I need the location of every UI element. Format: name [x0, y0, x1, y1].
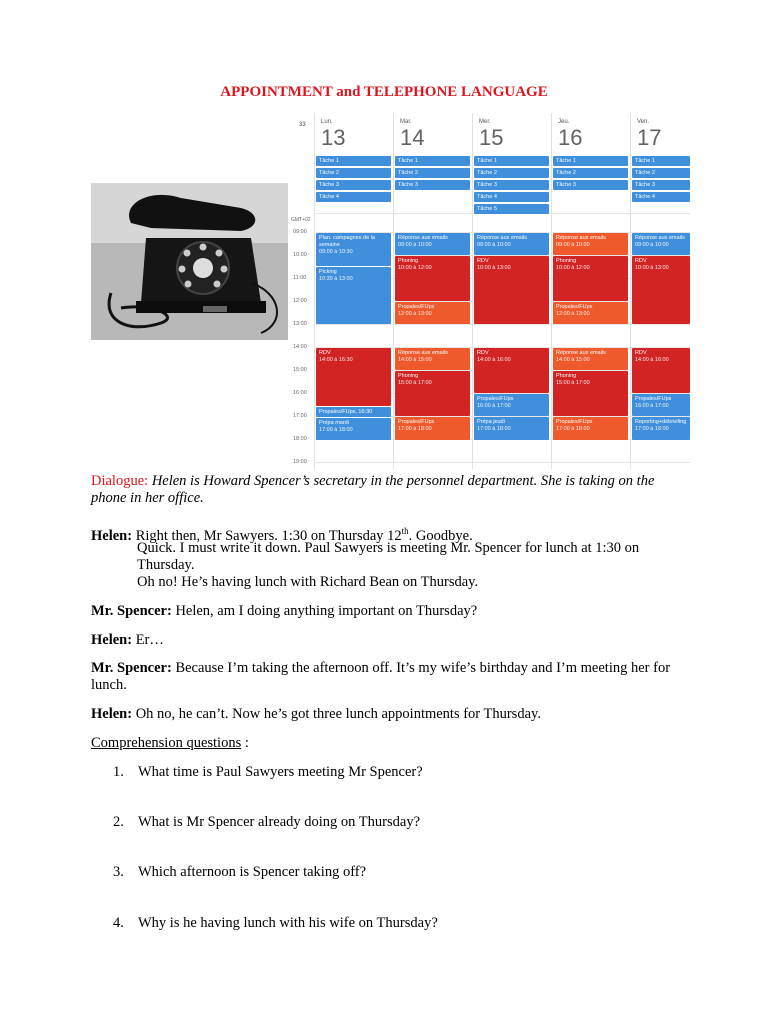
calendar-event: Propales/FUps 17:00 à 18:00 — [395, 417, 470, 440]
dialogue-line: Mr. Spencer: Because I’m taking the afternoon off. It’s my wife’s birthday and I’m meeting her for lunch. — [91, 660, 671, 693]
calendar-event: Phoning 10:00 à 12:00 — [395, 256, 470, 301]
calendar-event: Phoning 15:00 à 17:00 — [553, 371, 628, 416]
calendar-event: Réponse aux emails 14:00 à 15:00 — [553, 348, 628, 370]
dialogue-line: Oh no! He’s having lunch with Richard Bean on Thursday. — [137, 574, 479, 590]
dialogue-line: Helen: Right then, Mr Sawyers. 1:30 on Thursday 12th. Goodbye. — [91, 526, 473, 544]
calendar-event: Propales/FUps 12:00 à 13:00 — [395, 302, 470, 324]
task-chip: Tâche 1 — [316, 156, 391, 166]
task-chip: Tâche 3 — [395, 180, 470, 190]
task-chip: Tâche 2 — [553, 168, 628, 178]
question-item: 1. What time is Paul Sawyers meeting Mr Spencer? — [113, 764, 423, 780]
timezone-label: GMT+02 — [291, 217, 311, 223]
weekly-calendar — [288, 113, 690, 469]
time-label: 11:00 — [293, 275, 307, 281]
task-chip: Tâche 3 — [632, 180, 690, 190]
day-header: Jeu. 16 — [558, 119, 583, 150]
time-label: 19:00 — [293, 459, 307, 465]
calendar-event: Réponse aux emails 09:00 à 10:00 — [553, 233, 628, 255]
calendar-event: Plan. campagnes de la semaine 09:00 à 10:30 — [316, 233, 391, 266]
calendar-event: Phoning 10:00 à 12:00 — [553, 256, 628, 301]
calendar-event: Réponse aux emails 09:00 à 10:00 — [395, 233, 470, 255]
document-title: APPOINTMENT and TELEPHONE LANGUAGE — [220, 84, 548, 100]
dialogue-intro: Dialogue: Helen is Howard Spencer’s secretary in the personnel department. She is taking on the phone in her office. — [91, 473, 655, 506]
time-label: 17:00 — [293, 413, 307, 419]
calendar-event: Propales/FUps 17:00 à 18:00 — [553, 417, 628, 440]
task-chip: Tâche 2 — [632, 168, 690, 178]
task-chip: Tâche 1 — [474, 156, 549, 166]
task-chip: Tâche 3 — [553, 180, 628, 190]
time-label: 15:00 — [293, 367, 307, 373]
calendar-event: Picking 10:30 à 13:00 — [316, 267, 391, 324]
dialogue-line: Helen: Er… — [91, 632, 164, 648]
task-chip: Tâche 1 — [553, 156, 628, 166]
calendar-event: Prépa jeudi 17:00 à 18:00 — [474, 417, 549, 440]
day-header: Ven. 17 — [637, 119, 662, 150]
calendar-event: RDV 14:00 à 16:00 — [474, 348, 549, 393]
dialogue-line: Helen: Oh no, he can’t. Now he’s got three lunch appointments for Thursday. — [91, 706, 541, 722]
comprehension-heading: Comprehension questions : — [91, 735, 249, 751]
time-label: 10:00 — [293, 252, 307, 258]
task-chip: Tâche 4 — [316, 192, 391, 202]
time-label: 18:00 — [293, 436, 307, 442]
calendar-event: RDV 14:00 à 16:30 — [316, 348, 391, 406]
calendar-event: Réponse aux emails 09:00 à 10:00 — [474, 233, 549, 255]
telephone-photo — [91, 183, 293, 340]
time-label: 09:00 — [293, 229, 307, 235]
calendar-event: Prépa mardi 17:00 à 18:00 — [316, 418, 391, 440]
day-header: Mer. 15 — [479, 119, 504, 150]
calendar-event: RDV 14:00 à 16:00 — [632, 348, 690, 393]
time-label: 13:00 — [293, 321, 307, 327]
calendar-event: Propales/FUps 16:00 à 17:00 — [474, 394, 549, 416]
dialogue-line: Quick. I must write it down. Paul Sawyers is meeting Mr. Spencer for lunch at 1:30 on Thursday. — [137, 540, 640, 573]
calendar-event: Réponse aux emails 14:00 à 15:00 — [395, 348, 470, 370]
calendar-event: Phoning 15:00 à 17:00 — [395, 371, 470, 416]
task-chip: Tâche 2 — [395, 168, 470, 178]
calendar-event: Propales/FUps 16:00 à 17:00 — [632, 394, 690, 416]
calendar-event: Réponse aux emails 09:00 à 10:00 — [632, 233, 690, 255]
dialogue-line: Mr. Spencer: Helen, am I doing anything important on Thursday? — [91, 603, 478, 619]
task-chip: Tâche 2 — [474, 168, 549, 178]
question-item: 3. Which afternoon is Spencer taking off? — [113, 864, 367, 880]
task-chip: Tâche 4 — [474, 192, 549, 202]
time-label: 14:00 — [293, 344, 307, 350]
calendar-event: Propales/FUps, 16:30 — [316, 407, 391, 417]
task-chip: Tâche 1 — [395, 156, 470, 166]
task-chip: Tâche 1 — [632, 156, 690, 166]
calendar-event: RDV 10:00 à 13:00 — [632, 256, 690, 324]
calendar-event: RDV 10:00 à 13:00 — [474, 256, 549, 324]
time-label: 16:00 — [293, 390, 307, 396]
day-header: Mar. 14 — [400, 119, 425, 150]
task-chip: Tâche 4 — [632, 192, 690, 202]
question-item: 4. Why is he having lunch with his wife on Thursday? — [113, 915, 438, 931]
task-chip: Tâche 3 — [474, 180, 549, 190]
task-chip: Tâche 2 — [316, 168, 391, 178]
time-label: 12:00 — [293, 298, 307, 304]
week-number: 33 — [299, 122, 306, 128]
calendar-event: Propales/FUps 12:00 à 13:00 — [553, 302, 628, 324]
dialogue-label: Dialogue: — [91, 473, 149, 489]
task-chip: Tâche 3 — [316, 180, 391, 190]
day-header: Lun. 13 — [321, 119, 346, 150]
question-item: 2. What is Mr Spencer already doing on Thursday? — [113, 814, 420, 830]
task-chip: Tâche 5 — [474, 204, 549, 214]
calendar-event: Reporting+débriefing 17:00 à 18:00 — [632, 417, 690, 440]
